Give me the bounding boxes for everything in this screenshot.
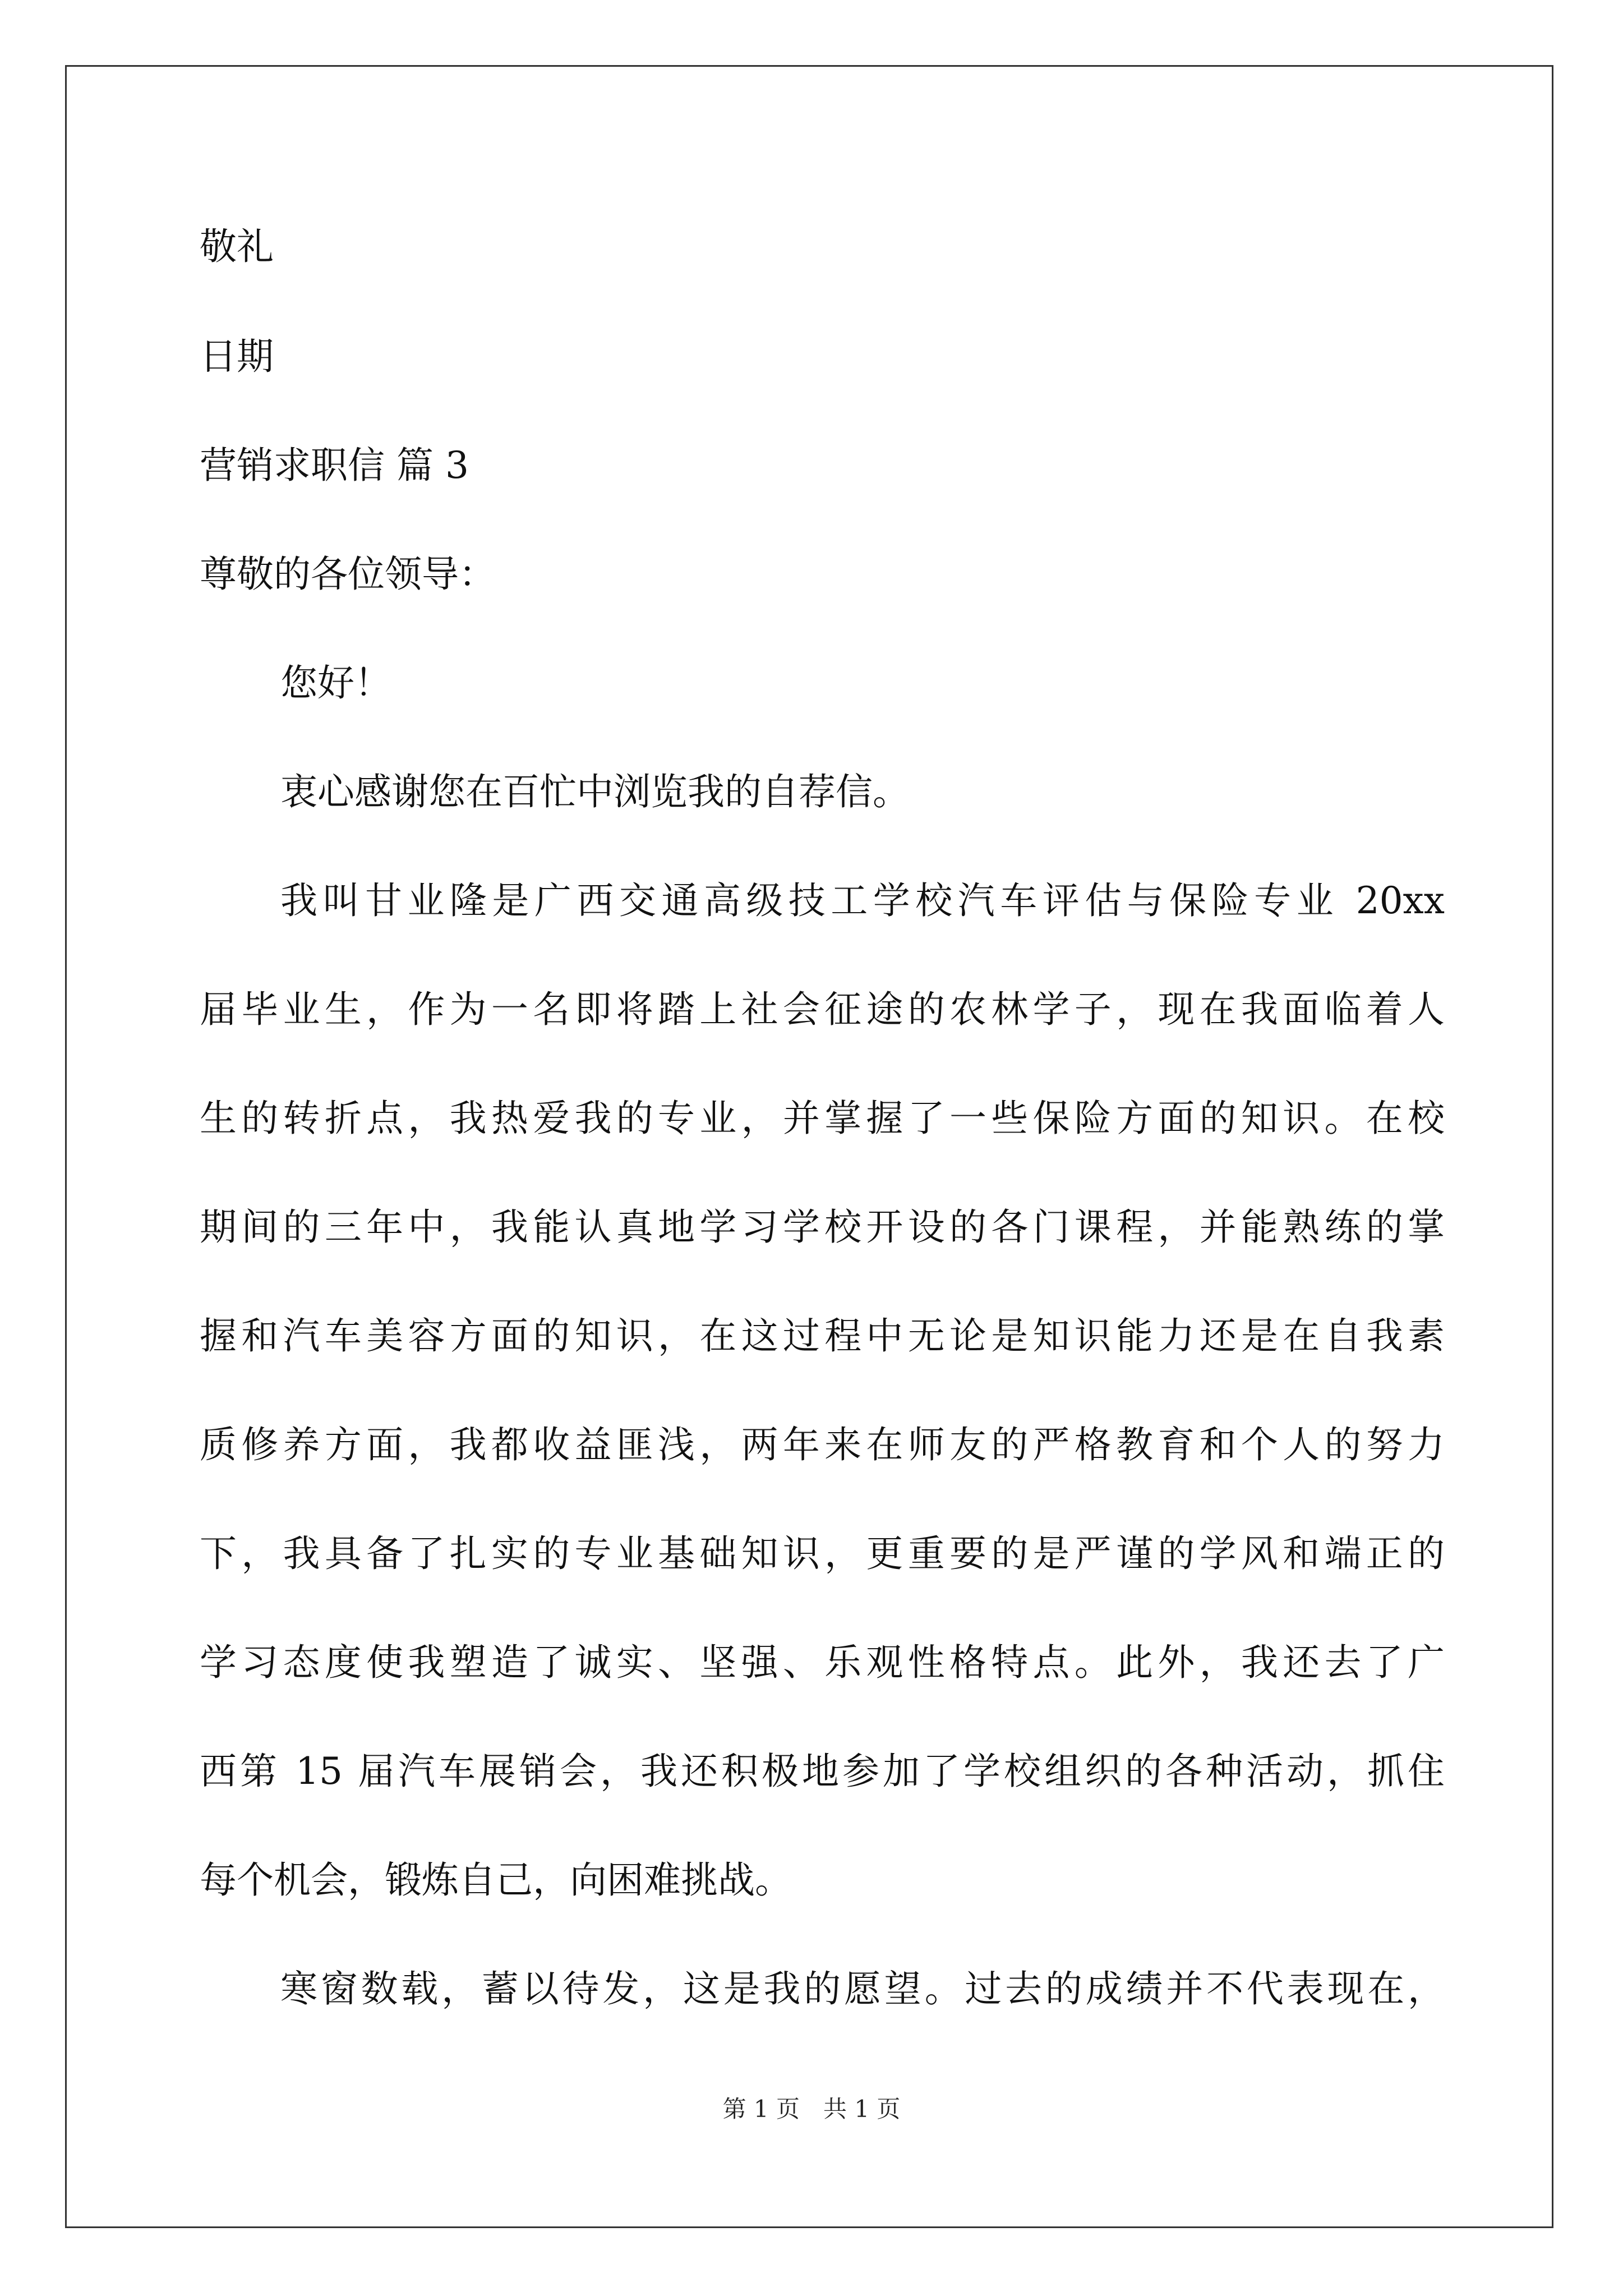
paragraph-intro-line: 我叫甘业隆是广西交通高级技工学校汽车评估与保险专业 20xx <box>280 879 1445 922</box>
paragraph-intro-line: 握和汽车美容方面的知识，在这过程中无论是知识能力还是在自我素 <box>200 1314 1445 1358</box>
paragraph-intro-line: 每个机会，锻炼自己，向困难挑战。 <box>200 1858 792 1902</box>
paragraph-intro-line: 届毕业生，作为一名即将踏上社会征途的农林学子，现在我面临着人 <box>200 988 1445 1031</box>
paragraph-aspiration-line: 寒窗数载，蓄以待发，这是我的愿望。过去的成绩并不代表现在， <box>280 1967 1445 2010</box>
greeting: 尊敬的各位领导： <box>200 553 496 596</box>
closing-salute: 敬礼 <box>200 225 274 268</box>
hello-line: 您好！ <box>280 661 391 705</box>
closing-date: 日期 <box>200 335 274 378</box>
paragraph-thanks: 衷心感谢您在百忙中浏览我的自荐信。 <box>280 770 910 813</box>
page-border <box>65 65 1553 2228</box>
paragraph-intro-line: 西第 15 届汽车展销会，我还积极地参加了学校组织的各种活动，抓住 <box>200 1750 1445 1793</box>
paragraph-intro-line: 学习态度使我塑造了诚实、坚强、乐观性格特点。此外，我还去了广 <box>200 1641 1445 1684</box>
page-footer: 第 1 页 共 1 页 <box>722 2095 901 2123</box>
paragraph-intro-line: 生的转折点，我热爱我的专业，并掌握了一些保险方面的知识。在校 <box>200 1097 1445 1140</box>
paragraph-intro-line: 期间的三年中，我能认真地学习学校开设的各门课程，并能熟练的掌 <box>200 1205 1445 1249</box>
paragraph-intro-line: 质修养方面，我都收益匪浅，两年来在师友的严格教育和个人的努力 <box>200 1423 1445 1466</box>
section-title: 营销求职信 篇 3 <box>200 444 469 487</box>
paragraph-intro-line: 下，我具备了扎实的专业基础知识，更重要的是严谨的学风和端正的 <box>200 1532 1445 1575</box>
